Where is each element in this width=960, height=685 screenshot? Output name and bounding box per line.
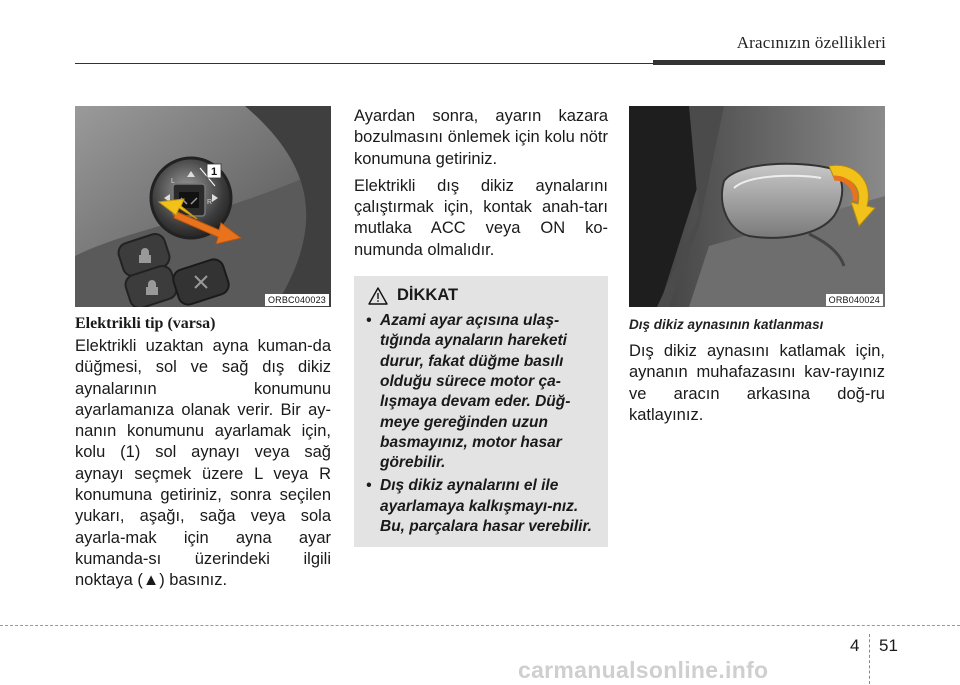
- body-paragraph: Elektrikli uzaktan ayna kuman-da düğmesi, sol ve sağ dış dikiz aynalarının konumunu ayarlamanıza olanak verir. Bir ay-nanın konumunu ayarlamak için, kolu (1) sol aynayı veya sağ aynayı seçmek üzere L veya R konumuna getiriniz, sonra seçilen yukarı, aşağı, sağa veya sola ayarla-mak için ayna ayar kumanda-sı üzerindeki ilgili noktaya (▲) basınız.: [75, 337, 331, 590]
- column-1: [75, 106, 331, 592]
- caution-item-text: Dış dikiz aynalarını el ile ayarlamaya kalkışmayı-nız. Bu, parçalara hasar verebilir.: [380, 477, 592, 536]
- svg-text:R: R: [207, 199, 213, 206]
- callout-number: 1: [211, 166, 218, 178]
- header-title: Aracınızın özellikleri: [736, 33, 886, 52]
- figure-code: ORB040024: [826, 294, 883, 306]
- body-paragraph-2: Elektrikli dış dikiz aynalarını çalıştırmak için, kontak anah-tarı mutlaka ACC veya ON ko-numunda olmalıdır.: [354, 176, 608, 259]
- caution-item: [366, 476, 600, 537]
- page-number: 51: [879, 636, 898, 655]
- body-paragraph: Dış dikiz aynasını katlamak için, aynanın muhafazasını kav-rayınız ve aracın arkasına doğ-ru katlayınız.: [629, 342, 885, 424]
- caution-item: [366, 311, 600, 473]
- caution-heading: [368, 286, 600, 305]
- bullet-dot: •: [366, 312, 372, 330]
- caution-item-text: Azami ayar açısına ulaş-tığında aynaların hareketi durur, fakat düğme basılı olduğu sürece motor ça-lışmaya devam eder. Düğ-meye gereğinden uzun basmayınız, motor hasar görebilir.: [380, 312, 571, 472]
- mirror-fold-illustration: [629, 106, 885, 307]
- footer-rule: [0, 625, 960, 626]
- section-subheading: Elektrikli tip (varsa): [75, 315, 216, 332]
- mirror-fold-figure: [629, 106, 885, 307]
- column-3: [629, 106, 885, 426]
- body-paragraph-1: Ayardan sonra, ayarın kazara bozulmasını önlemek için kolu nötr konumuna getiriniz.: [354, 107, 608, 168]
- figure-code: ORBC040023: [265, 294, 329, 306]
- warning-triangle-icon: [368, 287, 388, 305]
- figure-caption: Dış dikiz aynasının katlanması: [629, 317, 824, 332]
- watermark: carmanualsonline.info: [518, 657, 769, 683]
- caution-title: DİKKAT: [397, 286, 459, 305]
- bullet-dot: •: [366, 477, 372, 495]
- page-separator: [869, 634, 870, 684]
- column-2: [354, 106, 608, 547]
- header-bar: [653, 60, 885, 65]
- mirror-switch-illustration: [75, 106, 331, 307]
- section-number: 4: [850, 636, 860, 655]
- caution-box: [354, 276, 608, 547]
- mirror-switch-figure: [75, 106, 331, 307]
- svg-text:L: L: [171, 178, 175, 185]
